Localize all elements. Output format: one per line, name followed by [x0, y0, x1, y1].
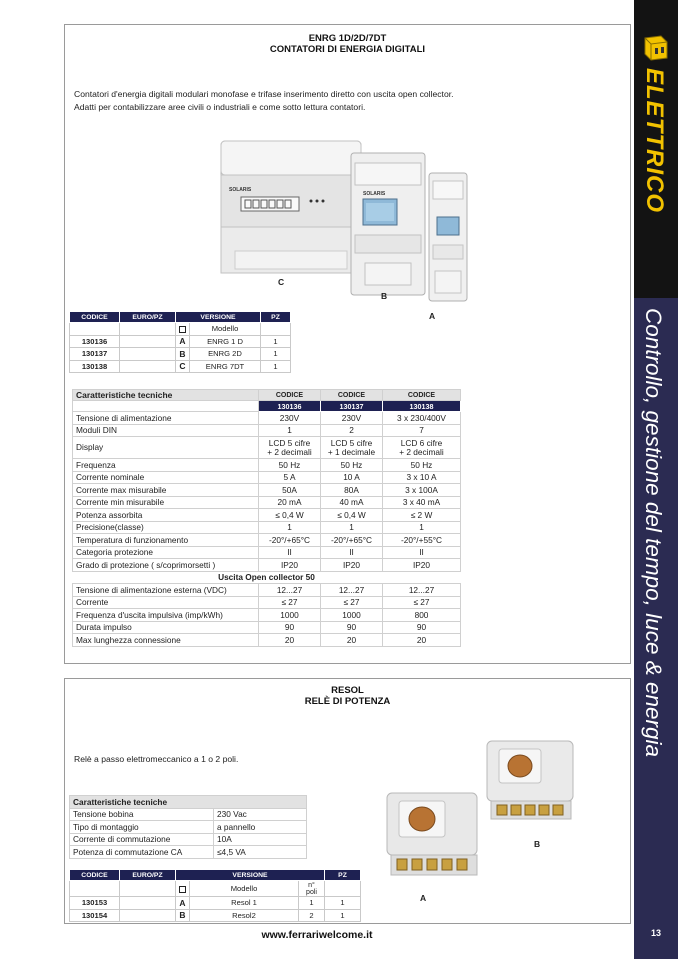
category-label: ELETTRICO: [641, 68, 668, 213]
spec-row-label: Categoria protezione: [73, 546, 259, 559]
table-row: 130136 A ENRG 1 D 1: [70, 335, 291, 348]
image-label-b: B: [534, 839, 541, 849]
spec-row-value: 3 x 100A: [383, 484, 461, 497]
product-panel-enrg: [64, 24, 631, 664]
spec-row-value: -20°/+65°C: [259, 534, 321, 547]
spec-row-value: IP20: [321, 559, 383, 572]
spec-table-resol: [69, 795, 307, 859]
footer-url: www.ferrariwelcome.it: [261, 929, 373, 941]
spec-row-value: 12...27: [321, 584, 383, 597]
checkbox-icon: [179, 886, 186, 893]
col-header-codice: CODICE: [70, 312, 120, 323]
table-row: Corrente di commutazione 10A: [70, 833, 307, 846]
spec-row-label: Display: [73, 437, 259, 459]
spec-row-value: II: [383, 546, 461, 559]
spec-row-value: 50 Hz: [383, 459, 461, 472]
sidebar: [634, 0, 678, 959]
col-header-pz: PZ: [261, 312, 291, 323]
spec-row: [73, 521, 461, 534]
product-description-1: Contatori d'energia digitali modulari monofase e trifase inserimento diretto con uscita open collector.: [74, 89, 454, 99]
spec-row-value: IP20: [383, 559, 461, 572]
spec-row-value: LCD 5 cifre + 2 decimali: [259, 437, 321, 459]
spec-rows-output: [73, 584, 461, 647]
spec-row-label: Corrente min misurabile: [73, 496, 259, 509]
spec-row: [73, 584, 461, 597]
spec-table-enrg: Caratteristiche tecniche CODICE CODICE CODICE 130136 130137 130138 Tensione di alimentazione 230V 230V 3 x 230/400V Moduli DIN 1 2 7 Display LCD 5 cifre + 2 decimali LCD 5 cifre + 1 decimale LCD 6 cifre + 2 decimali Frequenza 50 Hz 50 Hz 50 Hz Corrente nominale 5 A 10 A 3 x 10 A Corrente max misurabile 50A 80A 3 x 100A Corrente min misurabile 20 mA 40 mA 3 x 40 mA Potenza assorbita ≤ 0,4 W ≤ 0,4 W ≤ 2 W Precisione(classe) 1 1 1 Temperatura di funzionamento -20°/+65°C -20°/+65°C -20°/+55°C Categoria protezione II II II Grado di protezione ( s/coprimorsetti ) IP20 IP20 IP20 Uscita Open collector 50 Tensione di alimentazione esterna (VDC) 12...27 12...27 12...27 Corrente ≤ 27 ≤ 27 ≤ 27 Frequenza d'uscita impulsiva (imp/kWh) 1000 1000 800 Durata impulso 90 90 90 Max lunghezza connessione 20 20 20: [72, 389, 461, 647]
spec-row-label: Corrente: [73, 596, 259, 609]
table-row: 130154 B Resol2 2 1: [70, 909, 361, 922]
spec-row-value: 80A: [321, 484, 383, 497]
section-label: Controllo, gestione del tempo, luce & energia: [641, 308, 666, 758]
spec-row-value: 20: [321, 634, 383, 647]
spec-row-label: Tensione di alimentazione esterna (VDC): [73, 584, 259, 597]
spec-row-value: ≤ 2 W: [383, 509, 461, 522]
spec-row: [73, 596, 461, 609]
spec-row: [73, 621, 461, 634]
product-title: ENRG 1D/2D/7DT: [308, 33, 387, 44]
spec-row-value: 3 x 230/400V: [383, 412, 461, 425]
electric-plug-icon: [641, 34, 671, 62]
spec-row-label: Frequenza d'uscita impulsiva (imp/kWh): [73, 609, 259, 622]
spec-row-value: 7: [383, 424, 461, 437]
spec-row-label: Precisione(classe): [73, 521, 259, 534]
spec-row-value: 50A: [259, 484, 321, 497]
spec-row-label: Potenza assorbita: [73, 509, 259, 522]
spec-row-label: Tensione di alimentazione: [73, 412, 259, 425]
spec-row-value: 5 A: [259, 471, 321, 484]
spec-row-value: 50 Hz: [321, 459, 383, 472]
product-title: RESOL: [331, 685, 364, 696]
spec-row-label: Corrente max misurabile: [73, 484, 259, 497]
table-row: Potenza di commutazione CA ≤4,5 VA: [70, 846, 307, 859]
spec-row-value: 20 mA: [259, 496, 321, 509]
spec-row-value: 20: [259, 634, 321, 647]
spec-row: [73, 459, 461, 472]
image-label-a: A: [420, 893, 427, 903]
spec-row-value: LCD 6 cifre + 2 decimali: [383, 437, 461, 459]
device-brand-c: SOLARIS: [229, 187, 252, 193]
spec-row-value: IP20: [259, 559, 321, 572]
spec-row-value: LCD 5 cifre + 1 decimale: [321, 437, 383, 459]
table-row: 130153 A Resol 1 1 1: [70, 897, 361, 910]
device-brand-b: SOLARIS: [363, 191, 386, 197]
spec-row-value: 2: [321, 424, 383, 437]
image-label-a: A: [429, 311, 436, 321]
spec-row-value: 90: [321, 621, 383, 634]
spec-row-label: Max lunghezza connessione: [73, 634, 259, 647]
order-table-enrg: [69, 311, 291, 373]
relay-image: [383, 737, 583, 889]
spec-row: [73, 437, 461, 459]
spec-row: [73, 509, 461, 522]
spec-row-value: 1: [259, 521, 321, 534]
product-description-2: Adatti per contabilizzare aree civili o industriali e come sotto lettura contatori.: [74, 102, 366, 112]
spec-row: [73, 634, 461, 647]
spec-row-value: II: [321, 546, 383, 559]
spec-row-value: 1000: [321, 609, 383, 622]
subheader-modello: Modello: [190, 323, 261, 336]
spec-row: [73, 496, 461, 509]
spec-row-value: 40 mA: [321, 496, 383, 509]
spec-row: [73, 546, 461, 559]
spec-row-label: Corrente nominale: [73, 471, 259, 484]
spec-row-label: Frequenza: [73, 459, 259, 472]
spec-row-value: 1: [259, 424, 321, 437]
spec-row-value: -20°/+65°C: [321, 534, 383, 547]
spec-subsection: Uscita Open collector 50: [73, 571, 461, 584]
spec-title: Caratteristiche tecniche: [73, 390, 259, 401]
spec-row-label: Durata impulso: [73, 621, 259, 634]
spec-row-value: 1: [321, 521, 383, 534]
table-row: Tipo di montaggio a pannello: [70, 821, 307, 834]
spec-row-value: 230V: [321, 412, 383, 425]
page-number: 13: [650, 928, 661, 938]
col-header-euro: EURO/PZ: [120, 312, 176, 323]
product-subtitle: RELÈ DI POTENZA: [304, 696, 391, 707]
col-header-versione: VERSIONE: [176, 312, 261, 323]
image-label-c: C: [278, 277, 285, 287]
checkbox-icon: [179, 326, 186, 333]
spec-row-value: 90: [383, 621, 461, 634]
spec-row-value: -20°/+55°C: [383, 534, 461, 547]
spec-row: [73, 559, 461, 572]
product-subtitle: CONTATORI DI ENERGIA DIGITALI: [269, 44, 426, 55]
spec-row-value: ≤ 27: [383, 596, 461, 609]
spec-row-label: Temperatura di funzionamento: [73, 534, 259, 547]
spec-row-value: 230V: [259, 412, 321, 425]
spec-row-value: 20: [383, 634, 461, 647]
image-label-b: B: [381, 291, 388, 301]
table-row: Tensione bobina 230 Vac: [70, 808, 307, 821]
spec-row-value: ≤ 0,4 W: [321, 509, 383, 522]
spec-row: [73, 412, 461, 425]
energy-meter-image: [215, 133, 475, 303]
spec-row: [73, 484, 461, 497]
spec-row-value: ≤ 27: [321, 596, 383, 609]
spec-row-value: 12...27: [383, 584, 461, 597]
spec-row: [73, 471, 461, 484]
spec-row-value: ≤ 27: [259, 596, 321, 609]
spec-row-value: 3 x 40 mA: [383, 496, 461, 509]
spec-row-value: 1000: [259, 609, 321, 622]
spec-row: [73, 424, 461, 437]
spec-row-value: 50 Hz: [259, 459, 321, 472]
spec-row-value: 10 A: [321, 471, 383, 484]
spec-row-value: 3 x 10 A: [383, 471, 461, 484]
spec-row: [73, 609, 461, 622]
spec-title: Caratteristiche tecniche: [70, 796, 307, 809]
spec-row: [73, 534, 461, 547]
table-row: 130137 B ENRG 2D 1: [70, 348, 291, 361]
spec-row-label: Moduli DIN: [73, 424, 259, 437]
spec-row-value: ≤ 0,4 W: [259, 509, 321, 522]
spec-row-value: 90: [259, 621, 321, 634]
product-description: Relè a passo elettromeccanico a 1 o 2 poli.: [74, 754, 239, 764]
product-panel-resol: [64, 678, 631, 924]
spec-row-value: II: [259, 546, 321, 559]
table-row: 130138 C ENRG 7DT 1: [70, 360, 291, 373]
order-table-resol: CODICE EURO/PZ VERSIONE PZ Modello n° poli 130153 A Resol 1 1 1 130154 B Resol2 2 1: [69, 869, 361, 922]
spec-row-label: Grado di protezione ( s/coprimorsetti ): [73, 559, 259, 572]
spec-rows: [73, 412, 461, 572]
spec-row-value: 800: [383, 609, 461, 622]
spec-row-value: 1: [383, 521, 461, 534]
spec-row-value: 12...27: [259, 584, 321, 597]
